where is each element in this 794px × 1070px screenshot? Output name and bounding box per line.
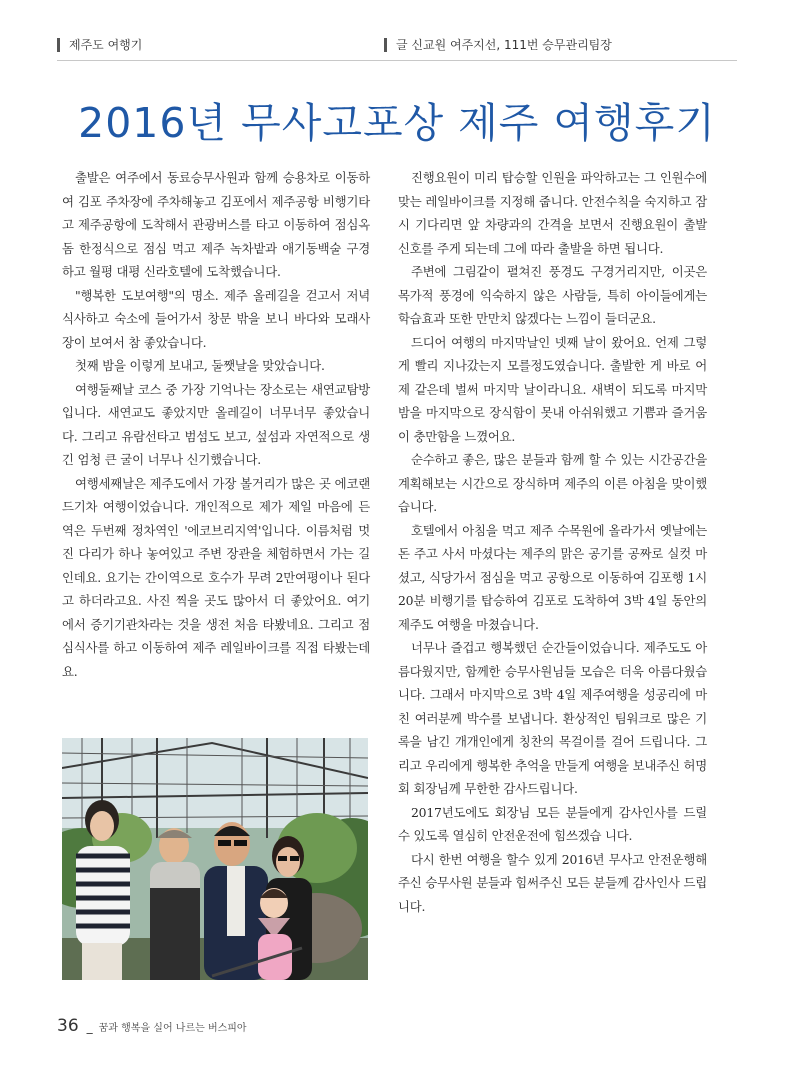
paragraph: 다시 한번 여행을 할수 있게 2016년 무사고 안전운행해 주신 승무사원 분들과 힘써주신 모든 분들께 감사인사 드립니다. [398,851,707,914]
paragraph: 너무나 즐겁고 행복했던 순간들이었습니다. 제주도도 아름다웠지만, 함께한 승무사원님들 모습은 더욱 아름다웠습니다. 그래서 마지막으로 3박 4일 제주여행을 성공리에 마친 여러분께 박수를 보냅니다. 환상적인 팀워크로 많은 기록을 남긴 개개인에게 칭찬의 목걸이를 걸어 드립니다. 그리고 우리에게 행복한 추억을 만들게 여행을 보내주신 허명회 회장님께 무한한 감사드립니다. [398,640,707,796]
page-footer [57,1016,247,1036]
footer-separator: _ [86,1020,93,1034]
magazine-name: 꿈과 행복을 실어 나르는 버스피아 [98,1023,247,1034]
paragraph: 첫째 밤을 이렇게 보내고, 둘쨋날을 맞았습니다. [75,358,325,373]
author-credit: 글 신교원 여주지선, 111번 승무관리팀장 [384,38,612,52]
left-column [62,166,370,683]
right-column [398,166,707,918]
paragraph: 여행세째날은 제주도에서 가장 볼거리가 많은 곳 에코랜드기차 여행이었습니다. 개인적으로 제가 제일 마음에 든 역은 두번째 정차역인 '에코브리지역'입니다. 이름처럼 멋진 다리가 하나 놓여있고 주변 장관을 체험하면서 가는 길인데요. 요기는 간이역으로 호수가 무려 2만여평이나 된다고 하더라고요. 사진 찍을 곳도 많아서 더 좋았어요. 여기에서 증기기관차라는 것을 생전 처음 타봤네요. 그리고 점심식사를 하고 이동하여 제주 레일바이크를 직접 타봤는데요. [62,475,370,679]
article-title: 2016년 무사고포상 제주 여행후기 [78,99,716,147]
paragraph: 순수하고 좋은, 많은 분들과 함께 할 수 있는 시간공간을 계획해보는 시간으로 장식하며 제주의 이른 아침을 맞이했습니다. [398,452,707,514]
paragraph: 진행요원이 미리 탑승할 인원을 파악하고는 그 인원수에 맞는 레일바이크를 지정해 줍니다. 안전수칙을 숙지하고 잠시 기다리면 앞 차량과의 간격을 보면서 진행요원이 출발 신호를 주게 되는데 그에 따라 출발을 하면 됩니다. [398,170,707,256]
header-divider [57,60,737,61]
paragraph: 호텔에서 아침을 먹고 제주 수목원에 올라가서 옛날에는 돈 주고 사서 마셨다는 제주의 맑은 공기를 공짜로 실컷 마셨고, 식당가서 점심을 먹고 공항으로 이동하여 김포행 1시 20분 비행기를 탑승하여 김포로 도착하여 3박 4일 동안의 제주도 여행을 마쳤습니다. [398,522,707,632]
paragraph: 2017년도에도 회장님 모든 분들에게 감사인사를 드릴 수 있도록 열심히 안전운전에 힘쓰겠습 니다. [398,804,707,843]
paragraph: 드디어 여행의 마지막날인 넷째 날이 왔어요. 언제 그렇게 빨리 지나갔는지 모를정도였습니다. 출발한 게 바로 어제 같은데 벌써 마지막 날이라니요. 새벽이 되도록 마지막 밤을 마지막으로 장식함이 못내 아쉬워했고 기쁨과 즐거움이 충만함을 느꼈어요. [398,334,707,444]
paragraph: 출발은 여주에서 동료승무사원과 함께 승용차로 이동하여 김포 주차장에 주차해놓고 김포에서 제주공항 비행기타고 제주공항에 도착해서 관광버스를 타고 이동하여 점심옥돔 한정식으로 점심 먹고 제주 녹차밭과 애기동백술 구경하고 월평 대평 신라호텔에 도착했습니다. [62,170,370,279]
paragraph: 여행둘째날 코스 중 가장 기억나는 장소로는 새연교탐방입니다. 새연교도 좋았지만 올레길이 너무너무 좋았습니다. 그리고 유람선타고 범섬도 보고, 섶섬과 자연적으로 생긴 엄청 큰 굴이 너무나 신기했습니다. [62,381,370,467]
page-number: 36 [57,1016,79,1036]
section-label: 제주도 여행기 [57,38,142,52]
family-photo [62,738,368,980]
paragraph: "행복한 도보여행"의 명소. 제주 올레길을 걷고서 저녁 식사하고 숙소에 들어가서 창문 밖을 보니 바다와 모래사장이 보여서 참 좋았습니다. [62,287,370,350]
paragraph: 주변에 그림같이 펼쳐진 풍경도 구경거리지만, 이곳은 목가적 풍경에 익숙하지 않은 사람들, 특히 아이들에게는 학습효과 또한 만만치 않겠다는 느낌이 들더군요. [398,264,707,326]
